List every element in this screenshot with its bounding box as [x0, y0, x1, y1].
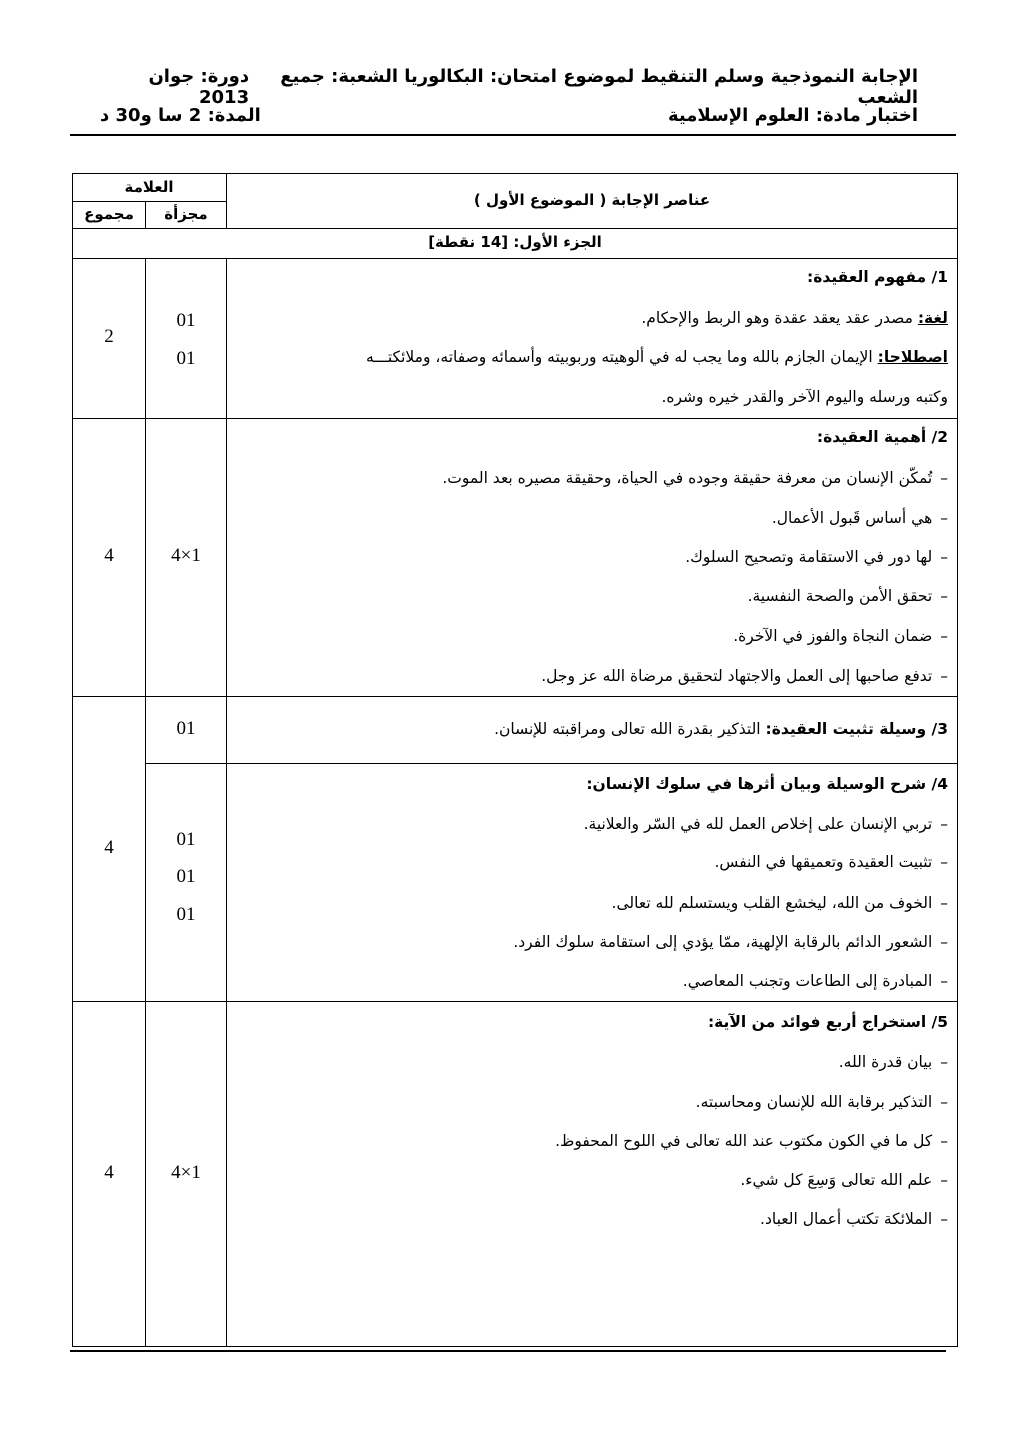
term-text: الإيمان الجازم بالله وما يجب له في ألوهيته وربوبيته وأسمائه وصفاته، وملائكتـــه — [365, 348, 878, 366]
answer-elements-header: عناصر الإجابة ( الموضوع الأول ) — [473, 191, 711, 209]
section5-title: 5/ استخراج أربع فوائد من الآية: — [707, 1013, 948, 1031]
section5-content — [230, 1000, 948, 1346]
section5-part: 4×1 — [171, 1162, 201, 1183]
section4-total: 4 — [104, 836, 114, 858]
mark-column-header: العلامة — [124, 177, 174, 196]
list-item: –التذكير برقابة الله للإنسان ومحاسبته. — [695, 1093, 948, 1111]
list-item: –المبادرة إلى الطاعات وتجنب المعاصي. — [682, 972, 948, 990]
section5-total: 4 — [104, 1162, 114, 1183]
section1-part-2: 01 — [176, 348, 196, 369]
list-item: –الخوف من الله، ليخشع القلب ويستسلم لله تعالى. — [611, 894, 948, 912]
section1-term-line-2: وكتبه ورسله واليوم الآخر والقدر خيره وشره. — [661, 388, 948, 406]
section2-content — [230, 417, 948, 695]
list-item: –لها دور في الاستقامة وتصحيح السلوك. — [685, 548, 948, 566]
list-item: –تربي الإنسان على إخلاص العمل لله في السّر والعلانية. — [583, 815, 948, 833]
list-item: –تدفع صاحبها إلى العمل والاجتهاد لتحقيق مرضاة الله عز وجل. — [541, 667, 948, 685]
elements-col-divider — [226, 258, 227, 1347]
list-item: –تحقق الأمن والصحة النفسية. — [747, 587, 948, 605]
exam-header-line-1 — [100, 66, 918, 108]
section4-content — [230, 762, 948, 1000]
list-item: –الملائكة تكتب أعمال العباد. — [760, 1210, 948, 1228]
section1-total: 2 — [104, 326, 114, 347]
footer-divider — [70, 1350, 946, 1352]
section1-content — [230, 257, 948, 417]
list-item: –تُمكّن الإنسان من معرفة حقيقة وجوده في الحياة، وحقيقة مصيره بعد الموت. — [442, 469, 948, 487]
exam-subject: اختبار مادة: العلوم الإسلامية — [668, 105, 918, 126]
exam-header-line-2 — [100, 105, 918, 126]
section2-total: 4 — [104, 545, 114, 566]
section3-part: 01 — [176, 717, 196, 739]
list-item: –كل ما في الكون مكتوب عند الله تعالى في اللوح المحفوظ. — [555, 1132, 948, 1150]
section4-part-1: 01 — [176, 829, 196, 850]
list-item: –علم الله تعالى وَسِعَ كل شيء. — [740, 1171, 948, 1189]
section2-part: 4×1 — [171, 545, 201, 566]
exam-session: دورة: جوان 2013 — [148, 66, 250, 108]
list-item: –الشعور الدائم بالرقابة الإلهية، ممّا يؤدي إلى استقامة سلوك الفرد. — [513, 933, 948, 951]
section3-line — [230, 719, 948, 739]
part-mark-header: مجزأة — [164, 204, 208, 223]
section1-part-1: 01 — [176, 310, 196, 331]
term-label: اصطلاحا: — [877, 348, 948, 366]
lang-text: مصدر عقد يعقد عقدة وهو الربط والإحكام. — [641, 309, 918, 327]
section1-lang-line — [230, 308, 948, 328]
lang-label: لغة: — [917, 309, 948, 327]
section2-title: 2/ أهمية العقيدة: — [816, 428, 948, 446]
list-item: –ضمان النجاة والفوز في الآخرة. — [733, 627, 948, 645]
section4-title: 4/ شرح الوسيلة وبيان أثرها في سلوك الإنسان: — [586, 775, 948, 793]
list-item: –هي أساس قَبول الأعمال. — [771, 509, 948, 527]
section4-part-2: 01 — [176, 866, 196, 887]
section3-title: 3/ وسيلة تثبيت العقيدة: — [765, 720, 948, 738]
section3-content — [230, 695, 948, 762]
exam-duration: المدة: 2 سا و30 د — [100, 105, 261, 126]
section1-title: 1/ مفهوم العقيدة: — [807, 268, 948, 286]
header-divider — [70, 134, 956, 136]
section3-text: التذكير بقدرة الله تعالى ومراقبته للإنسان. — [494, 720, 766, 738]
exam-title: الإجابة النموذجية وسلم التنقيط لموضوع امتحان: البكالوريا الشعبة: جميع الشعب — [280, 66, 918, 108]
section1-term-line — [230, 347, 948, 367]
total-mark-header: مجموع — [84, 204, 134, 223]
section4-part-3: 01 — [176, 904, 196, 925]
part-one-title: الجزء الأول: [14 نقطة] — [428, 233, 602, 251]
list-item: –تثبيت العقيدة وتعميقها في النفس. — [714, 853, 948, 871]
list-item: –بيان قدرة الله. — [838, 1053, 948, 1071]
